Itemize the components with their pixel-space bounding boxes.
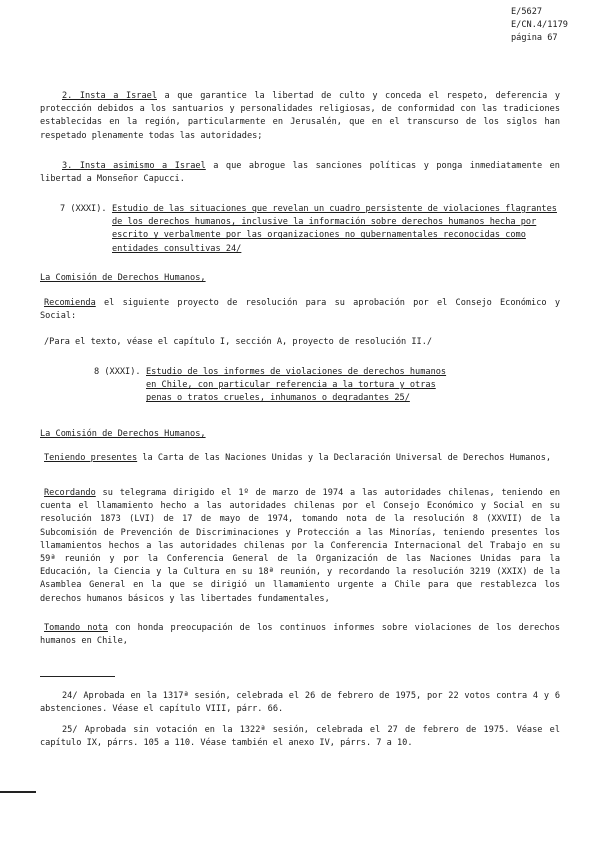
footnote-25 [40, 724, 560, 750]
footnote-24 [40, 690, 560, 716]
item-7-title: Estudio de las situaciones que revelan un cuadro persistente de violaciones flagrantes de los derechos humanos, inclusive la información sobre derechos humanos hecha por escrito y verbalmente por las organizaciones no gubernamentales reconocidas como entidades consultivas 24/ [112, 204, 557, 254]
noting-text: con honda preocupación de los continuos informes sobre violaciones de los derechos humanos en Chile, [40, 623, 560, 647]
margin-rule [0, 791, 36, 793]
footnote-separator [40, 676, 115, 677]
footnote-25-text: Aprobada sin votación en la 1322ª sesión, celebrada el 27 de febrero de 1975. Véase el capítulo IX, párrs. 105 a 110. Véase también el anexo IV, párrs. 7 a 10. [40, 725, 560, 749]
footnote-24-mark: 24/ [62, 691, 78, 701]
paragraph-3-lead: 3. Insta asimismo a Israel [62, 161, 206, 171]
operative-paragraph-3 [40, 160, 560, 186]
draft-resolution-reference: /Para el texto, véase el capítulo I, sección A, proyecto de resolución II./ [44, 337, 433, 347]
recalling-text: su telegrama dirigido el 1º de marzo de 1974 a las autoridades chilenas, teniendo en cuenta el llamamiento hecho a las autoridades chilenas por el Consejo Económico y Social en su resolución 1873 (LVI) de 17 de mayo de 1974, tomando nota de la resolución 8 (XXVII) de la Subcomisión de Prevención de Discriminaciones y Protección a las Minorías, teniendo presentes los llamamientos hechos a las autoridades chilenas por la Conferencia Internacional del Trabajo en su 59ª reunión y por la Conferencia General de la Organización de las Naciones Unidas para la Educación, la Ciencia y la Cultura en su 18ª reunión, y recordando la resolución 3219 (XXIX) de la Asamblea General en la que se dirigió un llamamiento urgente a Chile para que restablezca los derechos humanos básicos y las libertades fundamentales, [40, 488, 560, 604]
item-7-number: 7 (XXXI). [60, 204, 107, 214]
item-8-number: 8 (XXXI). [94, 367, 141, 377]
recommends-paragraph [40, 297, 560, 323]
symbol-line-2: E/CN.4/1179 [511, 20, 568, 31]
paragraph-3-text: a que abrogue las sanciones políticas y ponga inmediatamente en libertad a Monseñor Capucci. [40, 161, 560, 185]
footnote-24-text: Aprobada en la 1317ª sesión, celebrada el 26 de febrero de 1975, por 22 votos contra 4 y 6 abstenciones. Véase el capítulo VIII, párr. 66. [40, 691, 560, 715]
taking-into-account-text: la Carta de las Naciones Unidas y la Declaración Universal de Derechos Humanos, [137, 453, 552, 463]
footnote-25-mark: 25/ [62, 725, 78, 735]
operative-paragraph-2 [40, 90, 560, 143]
recommends-text: el siguiente proyecto de resolución para su aprobación por el Consejo Económico y Social: [40, 298, 560, 322]
taking-into-account-paragraph [40, 452, 560, 465]
recalling-paragraph [40, 487, 560, 606]
document-symbol-header [511, 6, 581, 46]
commission-heading-1: La Comisión de Derechos Humanos, [40, 273, 206, 283]
recommends-lead: Recomienda [44, 298, 96, 308]
paragraph-2-text: a que garantice la libertad de culto y conceda el respeto, deferencia y protección debidos a los santuarios y personalidades religiosas, de conformidad con las tradiciones establecidas en la región, particularmente en Jerusalén, que en el transcurso de los siglos han respetado plenamente todas las autoridades; [40, 91, 560, 141]
noting-paragraph [40, 622, 560, 648]
item-8-title: Estudio de los informes de violaciones de derechos humanos en Chile, con particular referencia a la tortura y otras penas o tratos crueles, inhumanos o degradantes 25/ [146, 367, 447, 404]
taking-into-account-lead: Teniendo presentes [44, 453, 138, 463]
page-number: página 67 [511, 33, 558, 44]
commission-heading-2: La Comisión de Derechos Humanos, [40, 429, 206, 439]
noting-lead: Tomando nota [44, 623, 108, 633]
symbol-line-1: E/5627 [511, 7, 543, 17]
recalling-lead: Recordando [44, 488, 96, 498]
paragraph-2-lead: 2. Insta a Israel [62, 91, 157, 101]
